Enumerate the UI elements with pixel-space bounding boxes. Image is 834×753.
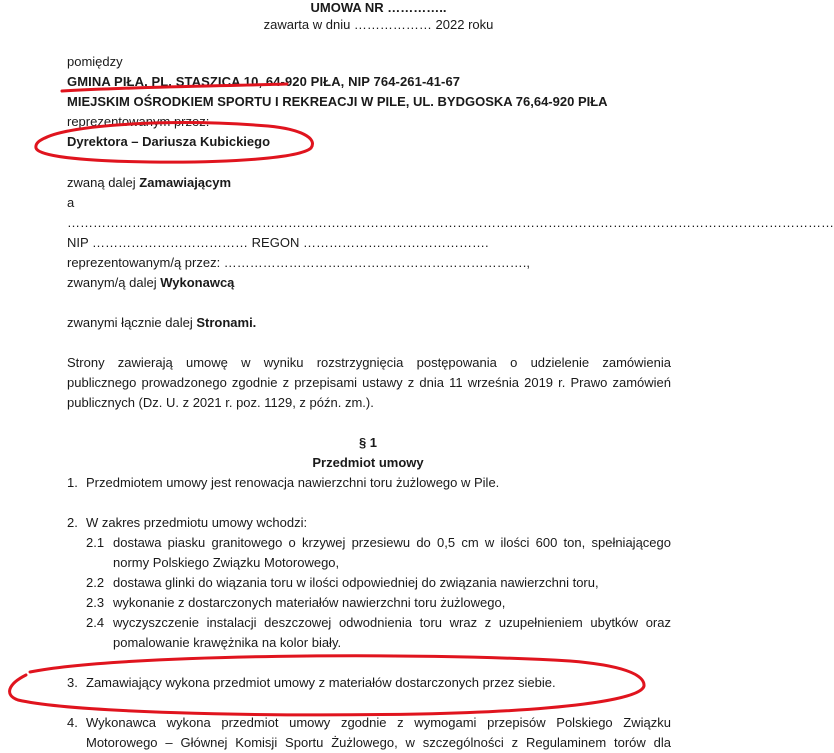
- point-1-number: 1.: [67, 475, 78, 490]
- represented-by-label: reprezentowanym przez:: [67, 114, 210, 129]
- section-number: § 1: [358, 435, 378, 450]
- intro-line-2: publicznego prowadzonego zgodnie z przepisami ustawy z dnia 11 września 2019 r. Prawo zamówień: [67, 375, 671, 390]
- item-2-4-number: 2.4: [86, 615, 105, 630]
- together-line: [67, 313, 256, 333]
- point-4-line-2: Motorowego – Głównej Komisji Sportu Żużlowego, w szczególności z Regulaminem torów dla: [86, 735, 671, 750]
- gmina-party: GMINA PIŁA, PL. STASZICA 10, 64-920 PIŁA, NIP 764-261-41-67: [67, 74, 461, 89]
- between-label: pomiędzy: [67, 54, 123, 69]
- mosir-party: MIEJSKIM OŚRODKIEM SPORTU I REKREACJI W PILE, UL. BYDGOSKA 76,64-920 PIŁA: [67, 94, 608, 109]
- point-1-text: Przedmiotem umowy jest renowacja nawierzchni toru żużlowego w Pile.: [86, 475, 500, 490]
- point-3-number: 3.: [67, 675, 78, 690]
- contract-date-line: zawarta w dniu ……………… 2022 roku: [263, 17, 494, 32]
- point-2-text: W zakres przedmiotu umowy wchodzi:: [86, 515, 308, 530]
- and-label: a: [67, 195, 75, 210]
- item-2-1-line-2: normy Polskiego Związku Motorowego,: [113, 555, 340, 570]
- item-2-2-text: dostawa glinki do wiązania toru w ilości odpowiedniej do związania nawierzchni toru,: [113, 575, 599, 590]
- item-2-3-text: wykonanie z dostarczonych materiałów nawierzchni toru żużlowego,: [113, 595, 506, 610]
- item-2-2-number: 2.2: [86, 575, 105, 590]
- client-term: Zamawiającym: [139, 175, 232, 190]
- item-2-4-line-2: pomalowanie krawężnika na kolor biały.: [113, 635, 342, 650]
- section-title: Przedmiot umowy: [312, 455, 424, 470]
- contract-title: UMOWA NR …………..: [310, 0, 447, 15]
- item-2-4-line-1: wyczyszczenie instalacji deszczowej odwodnienia toru wraz z uzupełnieniem ubytków oraz: [113, 615, 671, 630]
- contractor-name-dots: ……………………………………………………………………………………………………………………………………………………………: [67, 215, 834, 230]
- intro-line-1: Strony zawierają umowę w wyniku rozstrzygnięcia postępowania o udzielenie zamówienia: [67, 355, 671, 370]
- together-prefix: zwanymi łącznie dalej: [67, 315, 197, 330]
- nip-regon-line: NIP ……………………………… REGON …………………………………….: [67, 235, 489, 250]
- item-2-1-line-1: dostawa piasku granitowego o krzywej przesiewu do 0,5 cm w ilości 600 ton, spełniającego: [113, 535, 671, 550]
- point-3-text: Zamawiający wykona przedmiot umowy z materiałów dostarczonych przez siebie.: [86, 675, 556, 690]
- called-contractor-line: [67, 273, 234, 293]
- contractor-prefix: zwanym/ą dalej: [67, 275, 161, 290]
- director-name: Dyrektora – Dariusza Kubickiego: [67, 134, 271, 149]
- contractor-term: Wykonawcą: [160, 275, 235, 290]
- item-2-1-number: 2.1: [86, 535, 105, 550]
- point-4-line-1: Wykonawca wykona przedmiot umowy zgodnie z wymogami przepisów Polskiego Związku: [86, 715, 671, 730]
- point-2-number: 2.: [67, 515, 78, 530]
- point-4-number: 4.: [67, 715, 78, 730]
- parties-term: Stronami.: [196, 315, 257, 330]
- item-2-3-number: 2.3: [86, 595, 105, 610]
- intro-line-3: publicznych (Dz. U. z 2021 r. poz. 1129, z późn. zm.).: [67, 395, 374, 410]
- called-client-line: [67, 173, 231, 193]
- contractor-rep-line: reprezentowanym/ą przez: …………………………………………………………….,: [67, 255, 531, 270]
- called-prefix: zwaną dalej: [67, 175, 140, 190]
